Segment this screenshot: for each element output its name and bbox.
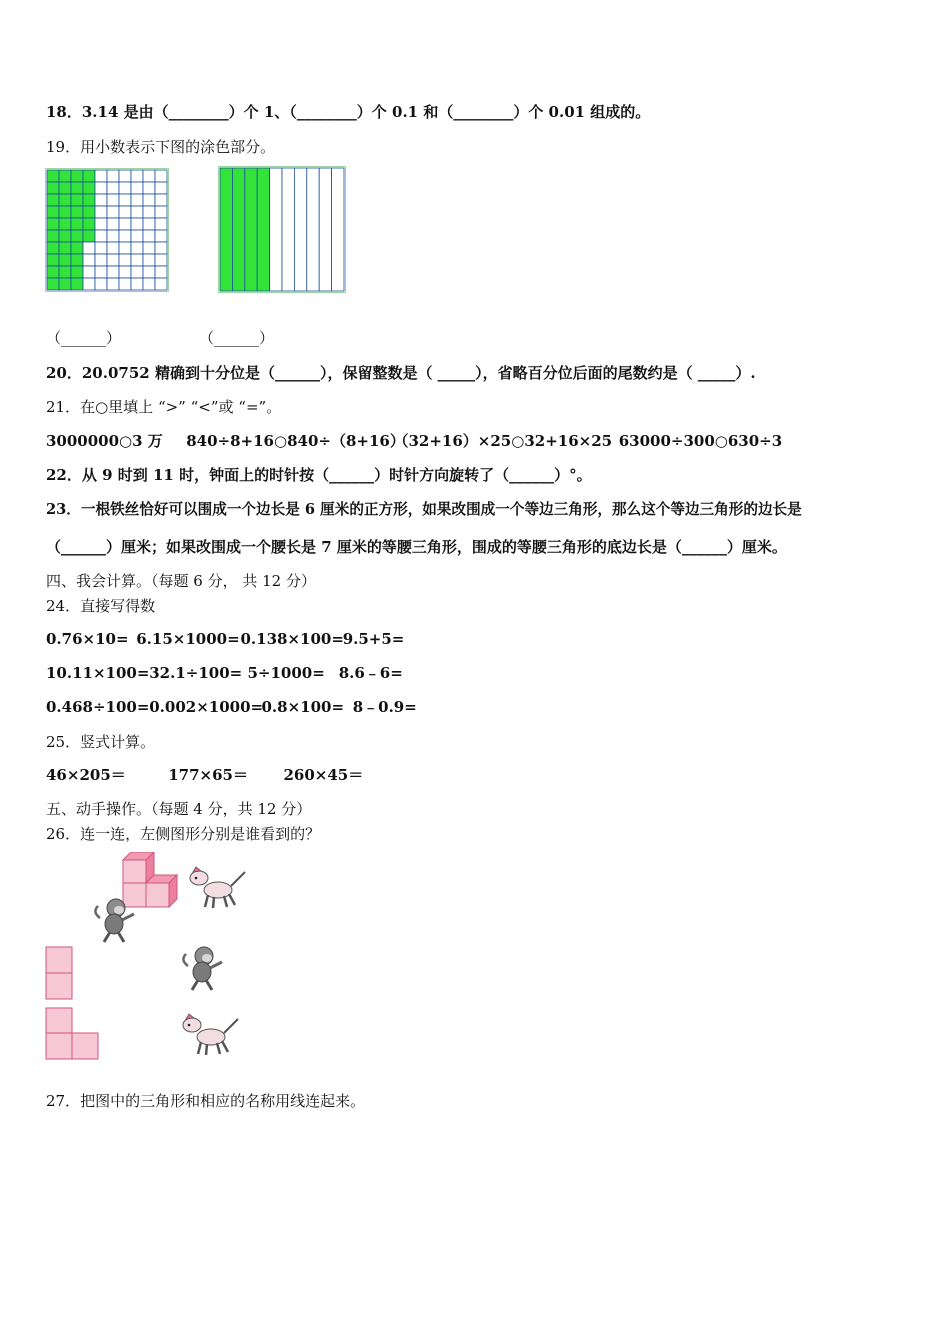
grid-cell <box>143 218 155 230</box>
strip <box>319 168 331 291</box>
grid-cell <box>131 170 143 182</box>
grid-cell <box>107 242 119 254</box>
strip <box>332 168 344 291</box>
shaded-cell <box>71 266 83 278</box>
shaded-cell <box>71 182 83 194</box>
grid-cell <box>143 194 155 206</box>
shaded-cell <box>83 206 95 218</box>
strip <box>294 168 306 291</box>
shaded-cell <box>47 266 59 278</box>
shaded-cell <box>71 242 83 254</box>
q24-item: 9.5+5= <box>342 630 405 648</box>
grid-cell <box>131 218 143 230</box>
q19-answer-2[interactable]: （______） <box>199 329 275 347</box>
grid-cell <box>143 242 155 254</box>
q24-item: 0.76×10= <box>46 630 129 648</box>
monkey-icon <box>92 896 140 944</box>
q24-item: 0.8×100= <box>261 698 345 716</box>
shaded-cell <box>71 254 83 266</box>
q24-row <box>46 629 404 649</box>
grid-cell <box>119 170 131 182</box>
shaded-strip <box>232 168 244 291</box>
q24-item: 0.138×100= <box>240 630 344 648</box>
q24-item: 8﹣0.9= <box>352 698 417 716</box>
grid-cell <box>131 266 143 278</box>
q19-answer-1[interactable]: （______） <box>46 329 122 347</box>
grid-cell <box>143 206 155 218</box>
grid-cell <box>131 194 143 206</box>
grid-cell <box>143 278 155 290</box>
grid-cell <box>155 254 167 266</box>
grid-cell <box>95 254 107 266</box>
q24-row <box>46 697 417 717</box>
grid-cell <box>119 254 131 266</box>
q24-row <box>46 663 403 683</box>
shaded-cell <box>47 206 59 218</box>
q25-item: 46×205＝ <box>46 766 126 784</box>
q21-item: （32+16）×25○32+16×25 <box>393 432 613 450</box>
shaded-strip <box>245 168 257 291</box>
dog-icon <box>187 866 249 912</box>
section-4-heading: 四、我会计算。（每题 6 分， 共 12 分） <box>46 572 316 590</box>
q24-item: 10.11×100= <box>46 664 150 682</box>
shaded-cell <box>59 242 71 254</box>
grid-cell <box>95 206 107 218</box>
shaded-cell <box>59 170 71 182</box>
grid-cell <box>95 194 107 206</box>
shaded-cell <box>47 278 59 290</box>
grid-cell <box>119 278 131 290</box>
shaded-cell <box>47 230 59 242</box>
monkey-icon <box>180 944 228 992</box>
grid-cell <box>107 230 119 242</box>
grid-cell <box>83 278 95 290</box>
q21-items <box>46 431 782 451</box>
q25-items <box>46 765 363 785</box>
grid-cell <box>119 218 131 230</box>
grid-cell <box>107 206 119 218</box>
grid-cell <box>95 266 107 278</box>
shaded-cell <box>83 194 95 206</box>
grid-cell <box>119 206 131 218</box>
shaded-cell <box>83 230 95 242</box>
grid-cell <box>143 254 155 266</box>
q23-line1: 23．一根铁丝恰好可以围成一个边长是 6 厘米的正方形，如果改围成一个等边三角形，那么这个等边三角形的边长是 <box>46 501 802 518</box>
grid-cell <box>119 194 131 206</box>
hundred-grid-figure <box>45 168 169 292</box>
grid-cell <box>131 254 143 266</box>
grid-cell <box>83 254 95 266</box>
q24-item: 0.468÷100= <box>46 698 150 716</box>
shaded-cell <box>59 182 71 194</box>
shaded-cell <box>47 254 59 266</box>
shaded-cell <box>71 278 83 290</box>
q22: 22．从 9 时到 11 时，钟面上的时针按（______）时针方向旋转了（______）°。 <box>46 466 592 484</box>
q20: 20．20.0752 精确到十分位是（______），保留整数是（ _____），省略百分位后面的尾数约是（ _____）. <box>46 364 756 382</box>
q24-item: 0.002×1000= <box>149 698 264 716</box>
side-view-l-shape <box>45 1007 101 1061</box>
shaded-cell <box>47 182 59 194</box>
q24: 24．直接写得数 <box>46 597 156 615</box>
grid-cell <box>155 182 167 194</box>
grid-cell <box>95 218 107 230</box>
grid-cell <box>155 206 167 218</box>
q24-item: 6.15×1000= <box>136 630 240 648</box>
front-view-two-squares <box>45 946 75 1002</box>
tenths-strip-figure <box>218 166 346 293</box>
shaded-cell <box>71 218 83 230</box>
grid-cell <box>95 242 107 254</box>
shaded-cell <box>71 230 83 242</box>
q27: 27．把图中的三角形和相应的名称用线连起来。 <box>46 1092 366 1110</box>
q25-item: 260×45＝ <box>283 766 364 784</box>
shaded-strip <box>257 168 269 291</box>
grid-cell <box>95 278 107 290</box>
grid-cell <box>131 206 143 218</box>
grid-cell <box>143 266 155 278</box>
grid-cell <box>107 170 119 182</box>
grid-cell <box>83 242 95 254</box>
grid-cell <box>107 218 119 230</box>
grid-cell <box>119 182 131 194</box>
strip <box>307 168 319 291</box>
grid-cell <box>131 278 143 290</box>
grid-cell <box>155 278 167 290</box>
shaded-cell <box>59 218 71 230</box>
grid-cell <box>95 182 107 194</box>
grid-cell <box>119 266 131 278</box>
shaded-cell <box>47 242 59 254</box>
shaded-cell <box>59 194 71 206</box>
shaded-cell <box>47 218 59 230</box>
q21-item: 840÷8+16○840÷（8+16） <box>186 432 405 450</box>
grid-cell <box>155 170 167 182</box>
shaded-cell <box>83 218 95 230</box>
q21-item: 63000÷300○630÷3 <box>618 432 783 450</box>
grid-cell <box>95 170 107 182</box>
q24-item: 8.6﹣6= <box>338 664 403 682</box>
q25: 25．竖式计算。 <box>46 733 156 751</box>
grid-cell <box>131 182 143 194</box>
grid-cell <box>143 182 155 194</box>
section-5-heading: 五、动手操作。（每题 4 分，共 12 分） <box>46 800 312 818</box>
shaded-cell <box>47 194 59 206</box>
grid-cell <box>83 266 95 278</box>
q24-item: 5÷1000= <box>247 664 325 682</box>
grid-cell <box>119 242 131 254</box>
grid-cell <box>155 242 167 254</box>
grid-cell <box>143 170 155 182</box>
strip <box>270 168 282 291</box>
dog-icon <box>180 1013 242 1059</box>
shaded-cell <box>59 230 71 242</box>
q18: 18．3.14 是由（________）个 1、（________）个 0.1 和（________）个 0.01 组成的。 <box>46 103 651 121</box>
q21-item: 3000000○3 万 <box>46 432 163 450</box>
q24-item: 32.1÷100= <box>149 664 243 682</box>
q19: 19．用小数表示下图的涂色部分。 <box>46 138 276 156</box>
grid-cell <box>131 230 143 242</box>
grid-cell <box>143 230 155 242</box>
grid-cell <box>107 266 119 278</box>
grid-cell <box>119 230 131 242</box>
q21: 21．在○里填上 “>” “<”或 “=”。 <box>46 398 282 416</box>
grid-cell <box>107 278 119 290</box>
grid-cell <box>131 242 143 254</box>
grid-cell <box>155 194 167 206</box>
q23-line2: （______）厘米；如果改围成一个腰长是 7 厘米的等腰三角形，围成的等腰三角形的底边长是（______）厘米。 <box>46 538 787 556</box>
shaded-cell <box>59 278 71 290</box>
grid-cell <box>107 182 119 194</box>
strip <box>282 168 294 291</box>
shaded-cell <box>59 266 71 278</box>
shaded-cell <box>71 170 83 182</box>
grid-cell <box>107 194 119 206</box>
grid-cell <box>107 254 119 266</box>
grid-cell <box>155 218 167 230</box>
shaded-cell <box>71 206 83 218</box>
grid-cell <box>155 266 167 278</box>
grid-cell <box>95 230 107 242</box>
shaded-cell <box>59 254 71 266</box>
shaded-cell <box>83 182 95 194</box>
q25-item: 177×65＝ <box>168 766 248 784</box>
q26: 26．连一连，左侧图形分别是谁看到的？ <box>46 825 321 843</box>
shaded-cell <box>71 194 83 206</box>
shaded-cell <box>83 170 95 182</box>
shaded-cell <box>47 170 59 182</box>
grid-cell <box>155 230 167 242</box>
shaded-strip <box>220 168 232 291</box>
shaded-cell <box>59 206 71 218</box>
